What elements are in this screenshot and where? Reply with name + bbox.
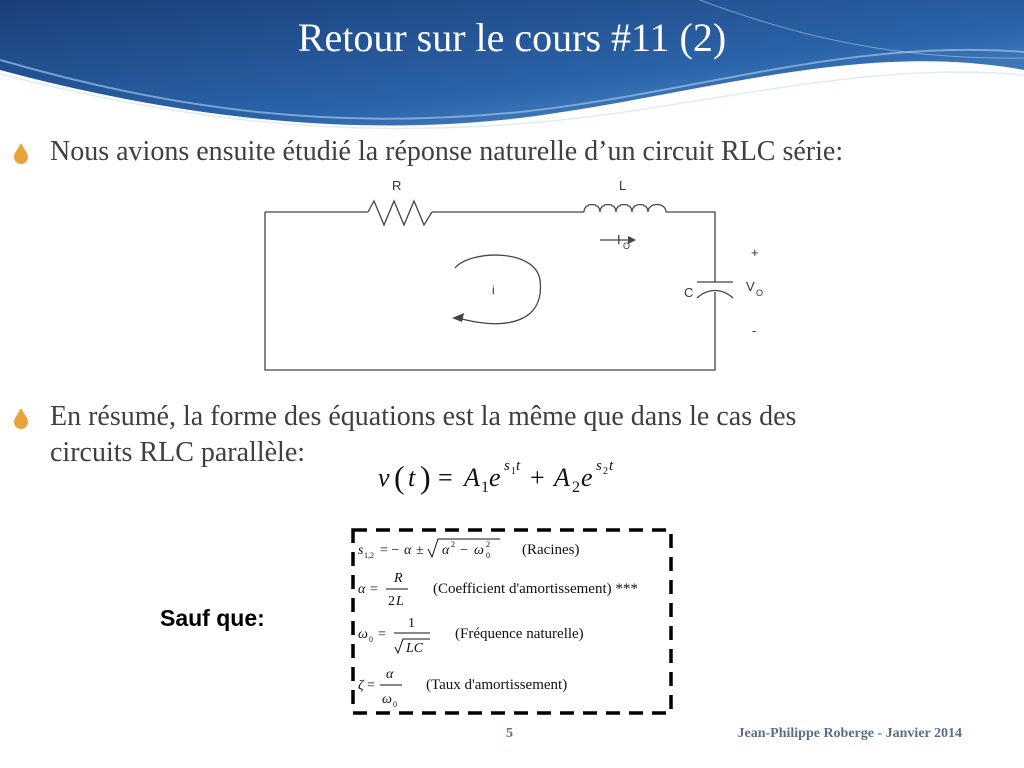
- eq-v: v: [378, 463, 390, 492]
- plus-sign: +: [751, 245, 759, 260]
- inductor-symbol: [584, 205, 666, 213]
- svg-text:): ): [420, 459, 431, 495]
- voltage-equation: [370, 452, 640, 502]
- current-label: i: [492, 283, 495, 297]
- svg-text:2: 2: [388, 594, 395, 609]
- formula-box: [350, 527, 676, 717]
- svg-text:−: −: [460, 543, 468, 558]
- svg-text:=: =: [367, 678, 375, 693]
- inductor-label: L: [619, 178, 627, 193]
- eq-e2: e: [581, 463, 593, 492]
- slide-title: Retour sur le cours #11 (2): [297, 15, 727, 60]
- svg-text:= −: = −: [380, 543, 400, 558]
- io-label: I: [617, 232, 621, 247]
- eq-s1: s: [504, 458, 510, 474]
- eq-a2-sub: 2: [572, 479, 580, 496]
- svg-text:ω: ω: [474, 543, 484, 558]
- amortissement-label: (Coefficient d'amortissement) ***: [433, 581, 638, 597]
- svg-text:L: L: [396, 594, 404, 609]
- eq-e1: e: [489, 463, 501, 492]
- svg-text:=: =: [378, 627, 386, 642]
- svg-text:+: +: [530, 463, 545, 492]
- eq-a1-sub: 1: [481, 479, 489, 496]
- sauf-que-label: Sauf que:: [160, 605, 265, 631]
- svg-text:=: =: [370, 582, 378, 597]
- svg-text:±: ±: [416, 543, 424, 558]
- eq-t: t: [408, 463, 416, 492]
- svg-text:ω: ω: [382, 692, 392, 707]
- current-loop-arrow: [455, 255, 540, 324]
- capacitor-label: C: [684, 285, 694, 300]
- svg-text:α: α: [358, 582, 366, 597]
- bullet-2-line2: circuits RLC parallèle:: [50, 437, 306, 468]
- svg-text:t: t: [609, 458, 614, 474]
- svg-text:1: 1: [511, 466, 516, 477]
- svg-text:2: 2: [603, 466, 608, 477]
- svg-text:0: 0: [393, 700, 397, 709]
- svg-text:ζ: ζ: [358, 678, 364, 693]
- svg-text:0: 0: [486, 551, 490, 560]
- eq-s2: s: [596, 458, 602, 474]
- svg-text:R: R: [394, 571, 403, 586]
- svg-text:2: 2: [451, 540, 455, 549]
- svg-text:t: t: [516, 458, 521, 474]
- resistor-label: R: [392, 178, 402, 193]
- svg-text:α: α: [442, 543, 450, 558]
- svg-text:α: α: [386, 667, 394, 682]
- bullet-2-line1: En résumé, la forme des équations est la même que dans le cas des: [50, 401, 797, 432]
- svg-text:(: (: [394, 459, 405, 495]
- vo-label: V: [746, 279, 755, 294]
- vo-subscript: O: [756, 288, 764, 298]
- svg-text:s: s: [358, 543, 364, 558]
- taux-label: (Taux d'amortissement): [426, 677, 568, 693]
- svg-text:LC: LC: [406, 641, 424, 656]
- minus-sign: -: [752, 323, 757, 338]
- svg-text:α: α: [404, 543, 412, 558]
- eq-a1: A: [464, 463, 480, 492]
- io-subscript: O: [623, 241, 631, 251]
- footer-author: Jean-Philippe Roberge - Janvier 2014: [737, 726, 962, 741]
- bullet-1-line1: Nous avions ensuite étudié la réponse naturelle d’un circuit RLC série:: [50, 136, 844, 167]
- bullet-drop-icon: [12, 407, 30, 429]
- eq-a2: A: [554, 463, 570, 492]
- svg-text:0: 0: [369, 635, 373, 644]
- svg-text:1,2: 1,2: [364, 551, 374, 560]
- svg-text:1: 1: [408, 616, 415, 631]
- resistor-symbol: [368, 201, 432, 225]
- svg-text:ω: ω: [358, 627, 368, 642]
- svg-text:2: 2: [486, 540, 490, 549]
- frequence-label: (Fréquence naturelle): [455, 626, 584, 642]
- svg-text:=: =: [438, 463, 453, 492]
- page-number: 5: [506, 726, 513, 741]
- racines-label: (Racines): [522, 542, 580, 558]
